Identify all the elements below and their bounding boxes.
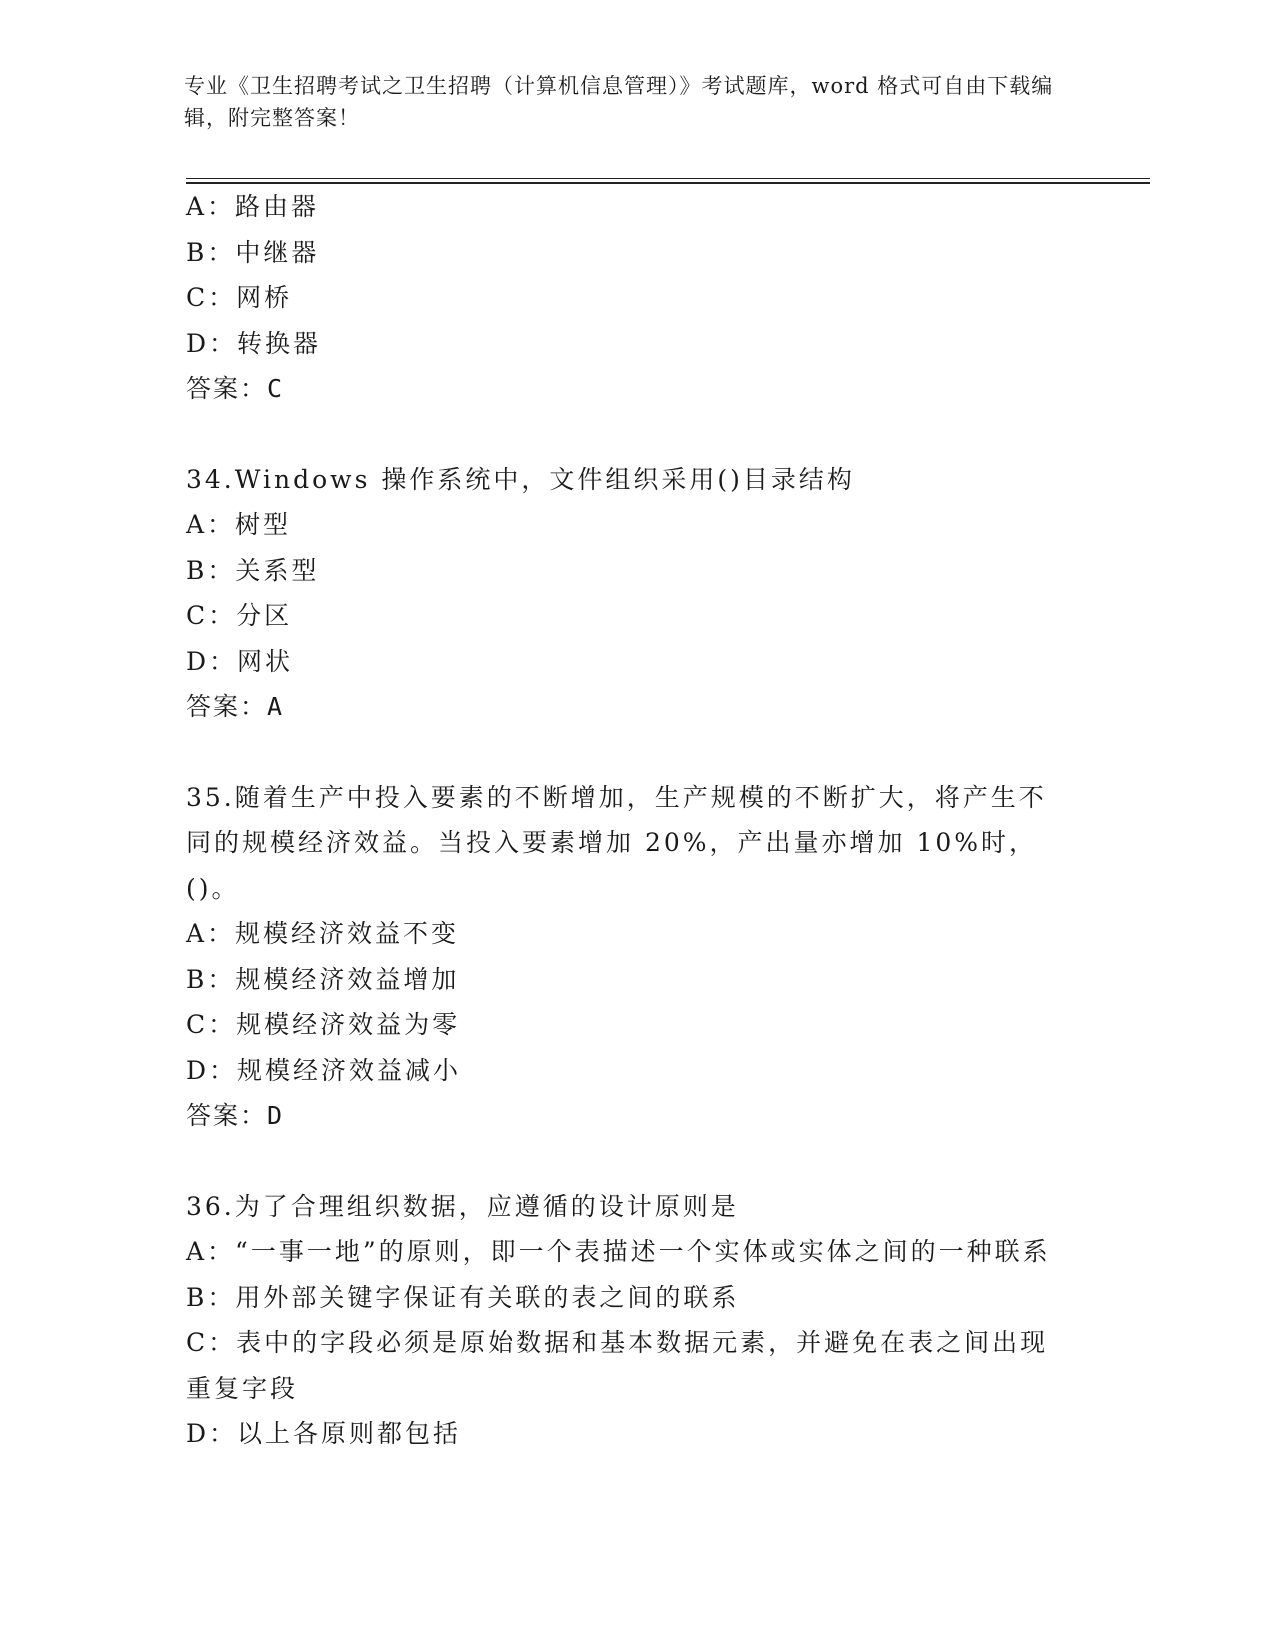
question-text: 34.Windows 操作系统中，文件组织采用()目录结构	[186, 464, 855, 494]
question-text: 35.随着生产中投入要素的不断增加，生产规模的不断扩大，将产生不同的规模经济效益。当投入要素增加 20%，产出量亦增加 10%时，()。	[186, 782, 1047, 903]
option-b: B：关系型	[186, 555, 320, 585]
answer-value: D	[267, 1101, 286, 1130]
answer-value: A	[267, 692, 286, 721]
document-header: 专业《卫生招聘考试之卫生招聘（计算机信息管理）》考试题库，word 格式可自由下载编辑，附完整答案！	[184, 74, 1054, 130]
question-list	[186, 184, 1066, 1457]
option-b: B：规模经济效益增加	[186, 964, 460, 994]
question-text: 36.为了合理组织数据，应遵循的设计原则是	[186, 1191, 739, 1221]
option-d: D：以上各原则都包括	[186, 1419, 462, 1448]
option-b: B：中继器	[186, 237, 320, 267]
option-d: D：规模经济效益减小	[186, 1055, 462, 1085]
answer-line	[186, 366, 1066, 412]
answer-value: C	[267, 374, 286, 403]
answer-label: 答案：	[186, 692, 268, 721]
answer-label: 答案：	[186, 1101, 268, 1130]
option-a: A：树型	[186, 510, 292, 539]
option-b: B：用外部关键字保证有关联的表之间的联系	[186, 1282, 740, 1312]
answer-line	[186, 1093, 1066, 1139]
option-c: C：规模经济效益为零	[186, 1010, 461, 1039]
question-35-block	[186, 775, 1066, 1139]
answer-label: 答案：	[186, 374, 268, 403]
option-d: D：网状	[186, 646, 294, 676]
option-c: C：网桥	[186, 283, 293, 312]
option-c: C：表中的字段必须是原始数据和基本数据元素，并避免在表之间出现重复字段	[186, 1328, 1049, 1403]
option-a: A：规模经济效益不变	[186, 919, 460, 948]
option-c: C：分区	[186, 601, 293, 630]
option-a: A：路由器	[186, 192, 320, 221]
question-34-block	[186, 457, 1066, 730]
answer-line	[186, 684, 1066, 730]
option-a: A：“一事一地”的原则，即一个表描述一个实体或实体之间的一种联系	[186, 1237, 1051, 1266]
question-33-block	[186, 184, 1066, 412]
header-rule-top	[186, 178, 1150, 179]
question-36-block	[186, 1184, 1066, 1457]
option-d: D：转换器	[186, 328, 322, 358]
